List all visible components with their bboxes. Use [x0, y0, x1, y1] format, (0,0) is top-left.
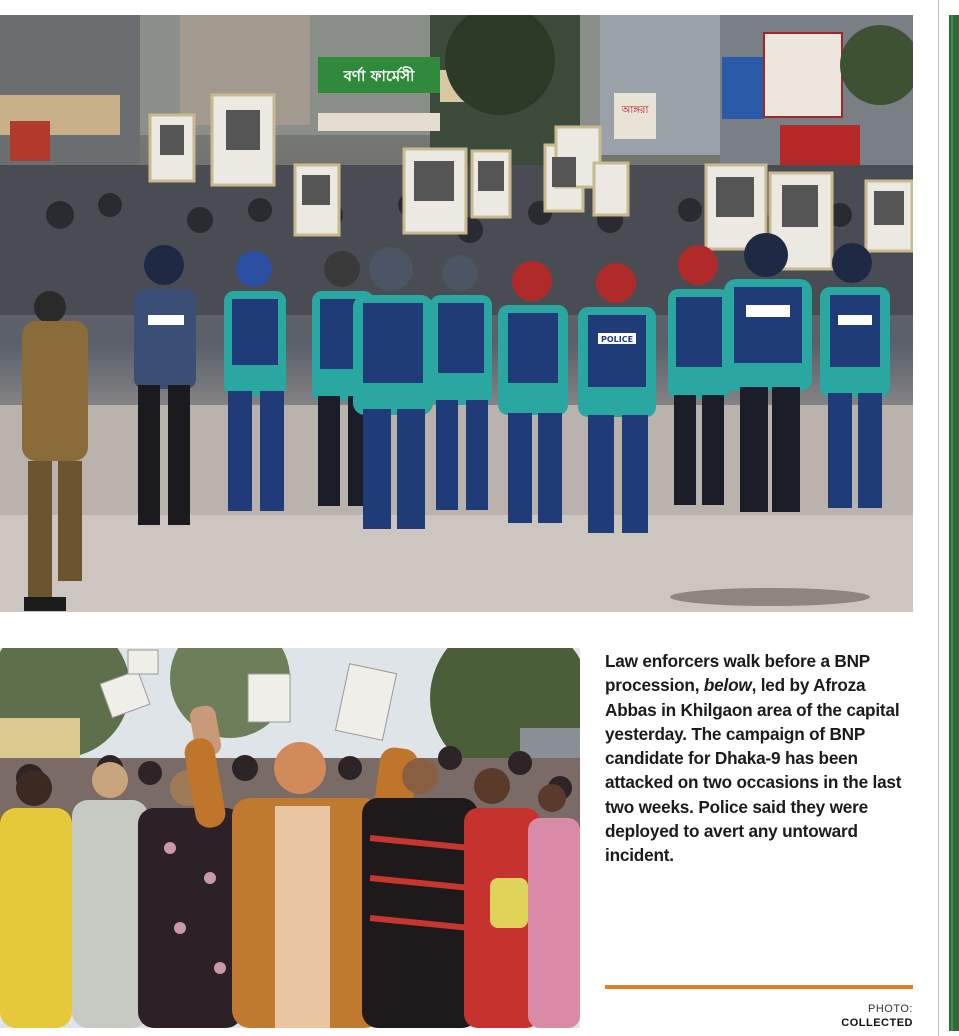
- police-march-photo: [0, 15, 913, 612]
- caption-text-part1: Law enforcers walk before a BNP procession,: [605, 651, 870, 696]
- pharmacy-sign-text: বর্ণা ফার্মেসী: [343, 67, 415, 85]
- shop-board-text: আঙ্গরা: [621, 105, 649, 116]
- caption-divider: [605, 985, 913, 989]
- police-vest-label: POLICE: [600, 335, 634, 344]
- top-photo: [0, 15, 913, 612]
- photo-credit-source: COLLECTED: [841, 1017, 913, 1029]
- page-edge-border-inner: [951, 15, 953, 1031]
- photo-caption: [605, 649, 917, 868]
- pharmacy-sign: [318, 57, 440, 93]
- woman-white-print: [72, 762, 148, 1028]
- woman-striped-shawl: [362, 758, 478, 1028]
- woman-floral: [528, 784, 580, 1028]
- caption-emphasis: below: [703, 675, 752, 696]
- bottom-photo: [0, 648, 580, 1028]
- caption-text-part2: , led by Afroza Abbas in Khilgaon area of the capital yesterday. The campaign of BNP candidate for Dhaka-9 has been attacked on two occasions in the last two weeks. Police said they were deployed to avert any untoward incident.: [605, 675, 902, 866]
- woman-black-print: [138, 770, 242, 1028]
- bnp-procession-photo: [0, 648, 580, 1028]
- photo-credit-label: PHOTO:: [868, 1003, 913, 1015]
- column-divider: [938, 0, 939, 1036]
- photo-credit: [841, 1002, 913, 1030]
- shop-board: [614, 93, 656, 139]
